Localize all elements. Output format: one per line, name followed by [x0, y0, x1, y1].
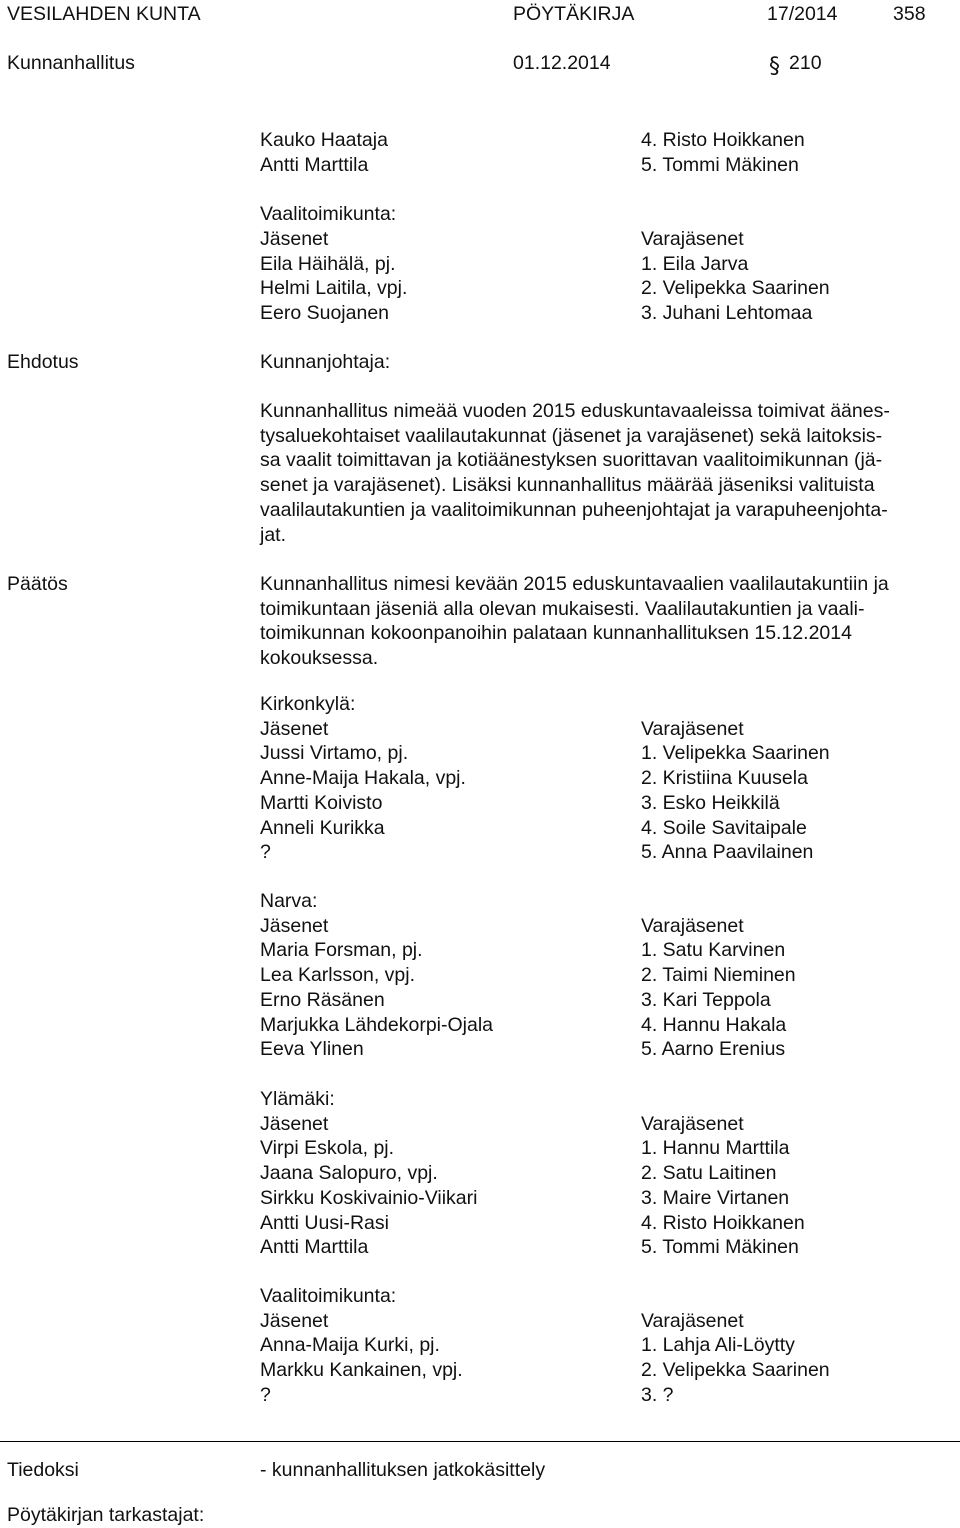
member-name: Eila Häihälä, pj. — [260, 252, 396, 275]
list-item — [0, 153, 960, 178]
deputy-name: 4. Soile Savitaipale — [641, 816, 807, 839]
member-name: Anne-Maija Hakala, vpj. — [260, 767, 466, 790]
document-number: 17/2014 — [767, 3, 838, 25]
meeting-date: 01.12.2014 — [513, 52, 611, 74]
member-name: Virpi Eskola, pj. — [260, 1137, 395, 1160]
section-label-paatos: Päätös — [7, 573, 68, 595]
list-item — [0, 1235, 960, 1260]
section-marker — [767, 51, 827, 77]
member-name: Marjukka Lähdekorpi-Ojala — [260, 1013, 494, 1036]
list-item — [0, 1186, 960, 1211]
member-name: Jussi Virtamo, pj. — [260, 742, 409, 765]
list-item — [0, 840, 960, 865]
list-item — [0, 741, 960, 766]
member-name: Eeva Ylinen — [260, 1038, 364, 1061]
section-number: 210 — [789, 52, 822, 74]
deputies-header: Varajäsenet — [641, 1309, 744, 1332]
list-item — [0, 1136, 960, 1161]
section-label-tiedoksi: Tiedoksi — [7, 1459, 79, 1481]
member-name: ? — [260, 1383, 271, 1406]
group-heading: Narva: — [260, 890, 318, 912]
group-heading: Vaalitoimikunta: — [260, 1285, 397, 1307]
deputy-name: 3. ? — [641, 1383, 674, 1406]
page-number: 358 — [893, 3, 926, 25]
decision-text — [260, 572, 954, 671]
deputy-name: 5. Aarno Erenius — [641, 1038, 786, 1061]
list-header — [0, 1112, 960, 1137]
group-heading: Ylämäki: — [260, 1088, 335, 1110]
deputy-name: 2. Velipekka Saarinen — [641, 1359, 830, 1382]
divider — [0, 1441, 960, 1442]
deputy-name: 5. Tommi Mäkinen — [641, 1236, 799, 1259]
members-header: Jäsenet — [260, 1112, 329, 1135]
list-item — [0, 1211, 960, 1236]
deputy-name: 2. Satu Laitinen — [641, 1162, 777, 1185]
text-line: toimikuntaan jäseniä alla olevan mukaisesti. Vaalilautakuntien ja vaali- — [260, 597, 865, 620]
text-line: sa vaalit toimittavan ja kotiäänestyksen suorittavan vaalitoimikunnan (jä- — [260, 449, 883, 472]
member-name: Helmi Laitila, vpj. — [260, 277, 408, 300]
member-name: Kauko Haataja — [260, 129, 388, 151]
list-item — [0, 938, 960, 963]
tiedoksi-text: - kunnanhallituksen jatkokäsittely — [260, 1459, 546, 1481]
list-header — [0, 717, 960, 742]
list-item — [0, 276, 960, 301]
body-name: Kunnanhallitus — [7, 52, 135, 74]
deputy-name: 2. Kristiina Kuusela — [641, 767, 808, 790]
members-header: Jäsenet — [260, 1309, 329, 1332]
list-header — [0, 227, 960, 252]
deputies-header: Varajäsenet — [641, 228, 744, 250]
deputy-name: 3. Esko Heikkilä — [641, 791, 780, 814]
deputy-name: 4. Risto Hoikkanen — [641, 129, 805, 151]
deputies-header: Varajäsenet — [641, 717, 744, 740]
municipality-name: VESILAHDEN KUNTA — [7, 3, 201, 25]
group-heading: Vaalitoimikunta: — [260, 203, 397, 225]
list-item — [0, 252, 960, 277]
member-name: ? — [260, 841, 271, 864]
text-line: Kunnanhallitus nimesi kevään 2015 eduskuntavaalien vaalilautakuntiin ja — [260, 573, 889, 595]
deputy-name: 2. Taimi Nieminen — [641, 964, 796, 987]
deputy-name: 1. Lahja Ali-Löytty — [641, 1334, 795, 1357]
deputy-name: 3. Kari Teppola — [641, 988, 771, 1011]
deputies-header: Varajäsenet — [641, 914, 744, 937]
text-line: vaalilautakuntien ja vaalitoimikunnan puheenjohtajat ja varapuheenjohta- — [260, 498, 888, 521]
members-header: Jäsenet — [260, 717, 329, 740]
list-header — [0, 914, 960, 939]
member-name: Jaana Salopuro, vpj. — [260, 1162, 438, 1185]
list-item — [0, 963, 960, 988]
members-header: Jäsenet — [260, 914, 329, 937]
list-item — [0, 1013, 960, 1038]
member-name: Erno Räsänen — [260, 988, 385, 1011]
member-name: Sirkku Koskivainio-Viikari — [260, 1186, 478, 1209]
text-line: toimikunnan kokoonpanoihin palataan kunnanhallituksen 15.12.2014 — [260, 622, 852, 645]
text-line: jat. — [260, 523, 287, 546]
list-item — [0, 1037, 960, 1062]
list-header — [0, 1309, 960, 1334]
member-name: Maria Forsman, pj. — [260, 939, 423, 962]
list-item — [0, 1383, 960, 1408]
deputy-name: 3. Juhani Lehtomaa — [641, 302, 813, 325]
svg-text:§: § — [769, 54, 780, 78]
deputy-name: 1. Satu Karvinen — [641, 939, 786, 962]
deputy-name: 1. Velipekka Saarinen — [641, 742, 830, 765]
member-name: Anna-Maija Kurki, pj. — [260, 1334, 440, 1357]
list-item — [0, 988, 960, 1013]
list-item — [0, 766, 960, 791]
deputy-name: 4. Risto Hoikkanen — [641, 1211, 805, 1234]
text-line: Kunnanhallitus nimeää vuoden 2015 eduskuntavaaleissa toimivat äänes- — [260, 400, 890, 422]
list-item — [0, 128, 960, 153]
list-item — [0, 791, 960, 816]
list-item — [0, 301, 960, 326]
members-header: Jäsenet — [260, 228, 329, 250]
deputy-name: 1. Eila Jarva — [641, 252, 749, 275]
list-item — [0, 1333, 960, 1358]
section-label-ehdotus: Ehdotus — [7, 351, 79, 373]
text-line: kokouksessa. — [260, 647, 379, 670]
list-item — [0, 1358, 960, 1383]
deputy-name: 5. Tommi Mäkinen — [641, 153, 799, 176]
document-type: PÖYTÄKIRJA — [513, 3, 635, 25]
member-name: Antti Marttila — [260, 153, 369, 176]
proposer: Kunnanjohtaja: — [260, 351, 391, 373]
member-name: Antti Marttila — [260, 1236, 369, 1259]
text-line: senet ja varajäsenet). Lisäksi kunnanhallitus määrää jäseniksi valituista — [260, 474, 875, 497]
deputy-name: 5. Anna Paavilainen — [641, 841, 814, 864]
deputy-name: 1. Hannu Marttila — [641, 1137, 790, 1160]
deputy-name: 4. Hannu Hakala — [641, 1013, 787, 1036]
member-name: Lea Karlsson, vpj. — [260, 964, 416, 987]
text-line: tysaluekohtaiset vaalilautakunnat (jäsenet ja varajäsenet) sekä laitoksis- — [260, 424, 883, 447]
group-heading: Kirkonkylä: — [260, 693, 356, 715]
proposal-text — [260, 399, 954, 547]
deputies-header: Varajäsenet — [641, 1112, 744, 1135]
member-name: Antti Uusi-Rasi — [260, 1211, 389, 1234]
list-item — [0, 1161, 960, 1186]
reviewers-label: Pöytäkirjan tarkastajat: — [7, 1504, 205, 1526]
member-name: Eero Suojanen — [260, 302, 390, 325]
member-name: Martti Koivisto — [260, 791, 383, 814]
deputy-name: 3. Maire Virtanen — [641, 1186, 790, 1209]
section-sign-icon — [767, 52, 789, 78]
list-item — [0, 816, 960, 841]
deputy-name: 2. Velipekka Saarinen — [641, 277, 830, 300]
member-name: Anneli Kurikka — [260, 816, 385, 839]
member-name: Markku Kankainen, vpj. — [260, 1359, 463, 1382]
